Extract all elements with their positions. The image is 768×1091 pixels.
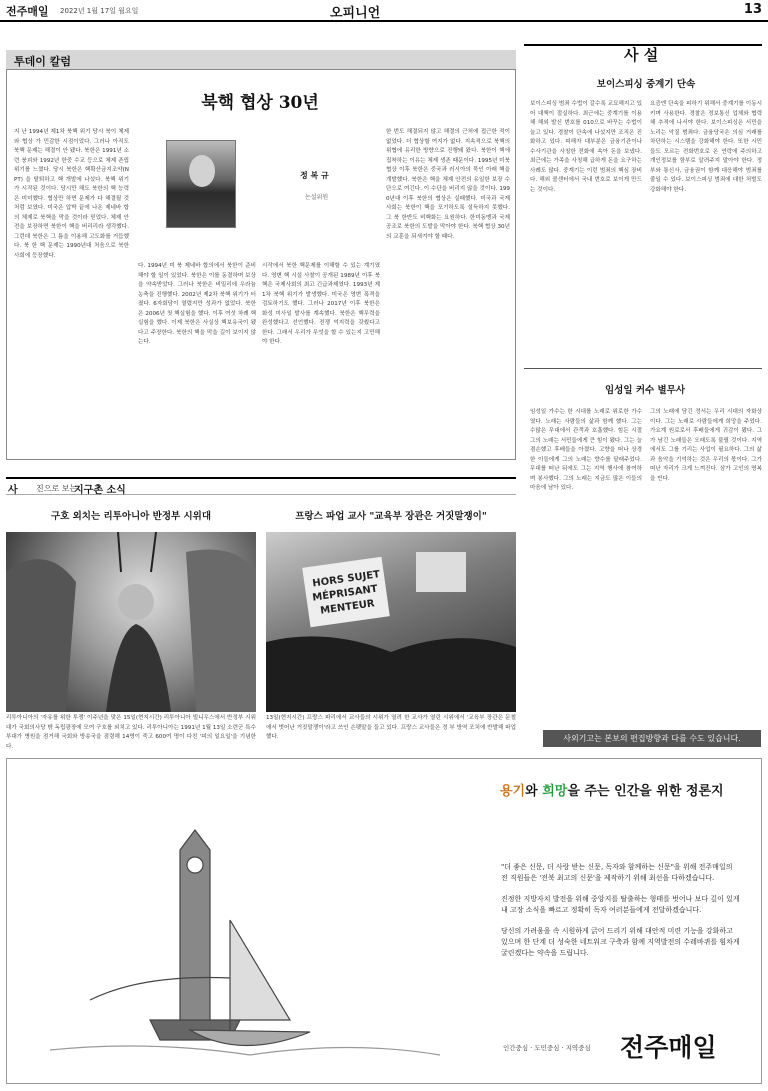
page-number: 13 [743,2,762,17]
photo-2-caption: 13일(현지시간) 프랑스 파리에서 교사들의 시위가 열려 한 교사가 열린 시위에서 '교육부 장관은 문철에서 벗어난 거짓말쟁이'라고 쓰인 손팻말을 들고 있다. 프랑스 교사들은 정 부 방역 조치에 반발해 파업했다. [266,715,516,740]
editorial-1-text-b: 요즘엔 단속을 피하기 위해서 중계기를 이동시키며 사용한다. 경찰은 정보통신 업체와 협력해 추적에 나서야 한다. 보이스피싱은 서민을 노리는 악질 범죄다. 금융당국은 의심 거래를 차단하는 시스템을 강화해야 한다. 또한 시민들도 모르는 전화번호로 온 연락에 주의하고 개인정보를 함부로 알려주지 말아야 한다. 정부와 통신사, 금융권이 함께 대응해야 범죄를 줄일 수 있다. 보이스피싱 범죄에 대한 처벌도 강화해야 한다. [650,101,762,193]
ad-logo: 전주매일 [620,1033,717,1062]
editorial-1-text-a: 보이스피싱 범죄 수법이 갈수록 교묘해지고 있어 대책이 절실하다. 최근에는 중계기를 이용해 해외 발신 번호를 010으로 바꾸는 수법이 늘고 있다. 경찰이 단속에 나섰지만 조직은 진화하고 있다. 피해자 대부분은 금융기관이나 수사기관을 사칭한 전화에 속아 돈을 보냈다. 최근에는 가족을 사칭해 급하게 돈을 요구하는 사례도 많다. 중계기는 이런 범죄의 핵심 장비다. 해외 콜센터에서 국내 번호로 보이게 만드는 것이다. [530,101,642,193]
author-name: 정 복 규 [300,171,329,180]
column-text-1: 지 난 1994년 제1차 북핵 위기 당시 북이 체제와 협상 가 민감한 시점이었다. 그러나 아직도 북핵 문제는 해결이 안 됐다. 북한은 1991년 소련 붕괴와 1992년 한중 수교 등으로 체제 존립 위기를 느꼈다. 당시 북한은 핵확산금지조약(NPT) 을 탈퇴하고 핵 개발에 나섰다. 북핵 위기가 시작된 것이다. 당시만 해도 북한의 핵 능력은 미미했다. 협상만 하면 문제가 다 해결될 것처럼 보였다. 미국은 압박 끝에 나온 제네바 합의 체제로 북핵을 막을 것이라 믿었다. 체제 안전을 보장하면 북한이 핵을 버리리라 생각했다. 그런데 북한은 그 틈을 이용해 고도화를 거듭했다. 북 한 핵 문제는 1990년대 처음으로 북한 사회에 등장했다. [14,129,129,259]
protest-sign-text: HORS SUJETMÉPRISANTMENTEUR [311,569,381,617]
france-teacher-strike-photo [266,532,516,712]
column-title: 북핵 협상 30년 [201,93,319,113]
ad-paragraph-1: "더 좋은 신문, 더 사랑 받는 신문, 독자와 함께하는 신문"을 위해 전주매일의 전 직원들은 '전북 최고의 신문'을 제작하기 위해 최선을 다하겠습니다. [501,863,733,882]
author-photo [166,140,236,228]
column-text-3: 시작에서 북한 핵문제를 이해할 수 있는 계기였다. 영변 핵 시설 사찰이 공개된 1989년 이후 북핵은 국제사회의 최고 긴급과제였다. 1993년 제1차 북핵 위기가 발생했다. 미국은 영변 폭격을 검토하기도 했다. 그러나 2017년 이후 북한은 화성 미사일 발사를 계속했다. 북한은 핵무력을 완성했다고 선언했다. 전쟁 억지력을 갖췄다고 한다. 그래서 우리가 무엇을 할 수 있는지 고민해야 한다. [262,263,380,345]
newspaper-logo: 전주매일 [6,5,49,18]
author-title: 논설위원 [305,194,329,201]
ad-slogan: 인간중심 · 도민중심 · 지역중심 [503,1044,591,1052]
editorial-2-title: 임성일 커수 별무사 [604,385,686,396]
ad-body [501,862,741,969]
column-text-2: 다. 1994년 미 북 제네바 합의에서 북한이 준비해야 할 일이 있었다. 북한은 이를 동결하며 보상을 약속받았다. 그러나 북한은 비밀리에 우라늄 농축을 진행했다. 2002년 제2차 북핵 위기가 터졌다. 6자회담이 열렸지만 성과가 없었다. 북한은 2006년 첫 핵실험을 했다. 이후 여섯 차례 핵실험을 했다. 이제 북한은 사실상 핵보유국이 됐다고 주장한다. 북한의 핵을 막을 길이 보이지 않는다. [138,263,256,345]
ad-paragraph-3: 당신의 가려움을 속 시원하게 긁어 드리기 위해 대안적 미련 기능을 강화하고 있으며 한 단계 더 성숙한 네트워크 구축과 함께 지역발전의 수레바퀴를 힘차게 굴린겠다는 약속을 드립니다. [501,927,740,957]
editorial-1-title: 보이스피싱 중계기 단속 [596,79,696,90]
editorial-2-text-b: 그의 노래에 담긴 정서는 우리 시대의 자화상이다. 그는 노래로 사람들에게 희망을 주었다. 가요계 원로로서 후배들에게 귀감이 됐다. 그가 남긴 노래들은 오래도록 불릴 것이다. 지역에서도 그를 기리는 사업이 필요하다. 그의 삶과 음악을 기억하는 것은 우리의 몫이다. 그가 떠난 자리가 크게 느껴진다. 삼가 고인의 명복을 빈다. [650,409,762,482]
photo-news-bar [6,477,516,495]
column-bar [6,50,516,70]
ad-illustration [30,770,450,1070]
ad-headline [500,780,724,799]
photo-1-headline: 구호 외치는 리투아니아 반정부 시위대 [50,511,212,522]
ad-headline-hope: 희망 [542,784,568,799]
page-header [0,0,768,22]
ad-paragraph-2: 진정한 지방자치 발전을 위해 중앙지를 탈출하는 형태를 벗어나 보다 깊이 있게 내 고장 소식을 빠르고 정확히 독자 여러분들에게 전달하겠습니다. [501,895,740,914]
column-bar-label: 투데이 칼럼 [14,55,71,68]
contribution-notice: 사외기고는 본보의 편집방향과 다를 수도 있습니다. [543,730,761,747]
lithuania-protest-photo [6,532,256,712]
ad-headline-part4: 을 주는 인간을 위한 정론지 [567,784,724,799]
section-name: 오피니언 [330,6,381,21]
editorial-2-text-a: 임성일 가수는 한 시대를 노래로 위로한 가수였다. 노래는 사람들의 삶과 함께 했다. 그는 수많은 무대에서 관객과 호흡했다. 힘든 시절 그의 노래는 서민들에게 큰 힘이 됐다. 그는 늘 겸손했고 후배들을 아꼈다. 고향을 떠나 상경한 이들에게 그의 노래는 향수를 달래주었다. 무대를 떠난 뒤에도 그는 지역 행사에 참여하며 봉사했다. 그의 노래는 지금도 많은 이들의 마음에 남아 있다. [530,409,642,491]
photo-news-t: 지구촌 소식 [74,485,126,496]
column-text-4: 한 번도 해결되지 않고 해결의 근처에 접근한 적이 없었다. 더 협상할 여지가 없다. 지속적으로 북핵의 위협에 유리한 방향으로 진행돼 왔다. 북한이 핵에 집착하는 이유는 체제 생존 때문이다. 1995년 미북 협상 이후 북한은 중국과 러시아의 묵인 아래 핵을 개발했다. 북한은 핵을 체제 안전의 유일한 보장 수단으로 여긴다. 이 수단을 버리지 않을 것이다. 1990년대 이후 북한의 협상은 실패했다. 미국과 국제사회는 북한이 핵을 포기하도록 설득하지 못했다. 그 북 한반도 비핵화는 요원하다. 한미동맹과 국제 공조로 북한의 도발을 막아야 한다. 북핵 협상 30년의 교훈을 되새겨야 할 때다. [386,129,510,240]
photo-news-s: 진으로 보는 [36,484,78,493]
ad-headline-courage: 용기 [500,784,526,799]
photo-news-k: 사 [8,485,18,496]
issue-date: 2022년 1월 17일 월요일 [60,7,139,15]
photo-2-headline: 프랑스 파업 교사 "교육부 장관은 거짓말쟁이" [295,511,487,522]
editorial-heading: 사 설 [624,46,659,64]
ad-headline-part2: 와 [525,784,543,799]
editorial-divider [524,368,762,369]
photo-1-caption: 리투아니아의 '자유를 위한 투쟁' 이주년을 맞은 15일(현지시간) 리투아니아 빌니우스에서 반정부 시위대가 국회의사당 밖 독립광장에 모여 구호를 외치고 있다. 리투아니아는 1991년 1월 13일 소련군 특수부대가 병원을 점거해 국회와 방송국을 점령해 14명이 죽고 600여 명이 다친 '피의 일요일'을 기념한다. [6,715,256,750]
